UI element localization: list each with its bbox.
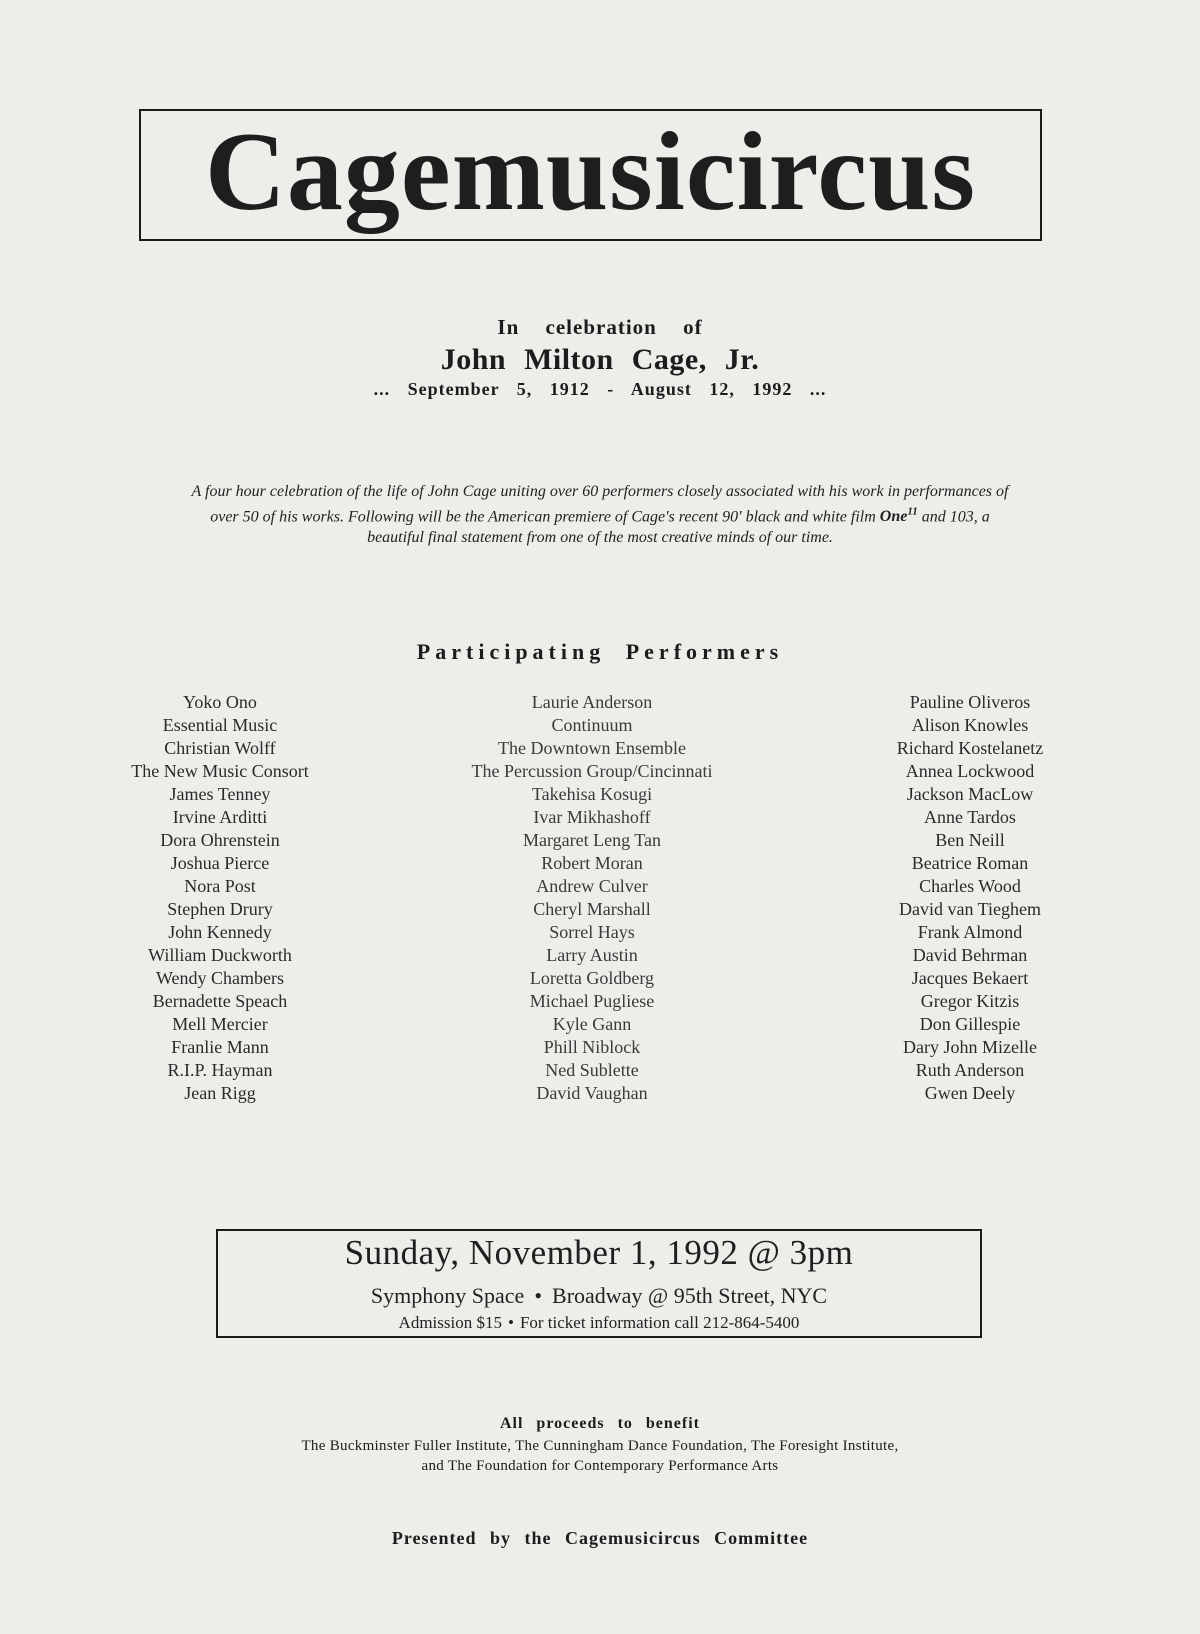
performer-name: R.I.P. Hayman bbox=[167, 1060, 273, 1080]
performer-name: Ruth Anderson bbox=[915, 1060, 1025, 1080]
admission-line bbox=[218, 1313, 980, 1333]
performer-name: The Downtown Ensemble bbox=[498, 738, 686, 758]
performer-name: Mell Mercier bbox=[172, 1014, 268, 1034]
performer-name: Irvine Arditti bbox=[172, 807, 268, 827]
performer-name: Takehisa Kosugi bbox=[531, 784, 653, 804]
performer-name: Stephen Drury bbox=[167, 899, 273, 919]
performer-name: Christian Wolff bbox=[164, 738, 276, 758]
performer-name: Loretta Goldberg bbox=[529, 968, 655, 988]
performer-name: Charles Wood bbox=[919, 876, 1021, 896]
performers-heading: Participating Performers bbox=[416, 639, 784, 664]
performer-name: Ben Neill bbox=[935, 830, 1005, 850]
performer-name: Gwen Deely bbox=[924, 1083, 1016, 1103]
event-date: Sunday, November 1, 1992 @ 3pm bbox=[344, 1233, 854, 1272]
film-title-superscript: 11 bbox=[907, 506, 918, 518]
event-venue-line bbox=[218, 1283, 980, 1309]
performer-name: Kyle Gann bbox=[552, 1014, 632, 1034]
beneficiaries-line-2: and The Foundation for Contemporary Performance Arts bbox=[421, 1458, 779, 1474]
performer-name: The New Music Consort bbox=[131, 761, 309, 781]
ticket-info: For ticket information call 212-864-5400 bbox=[519, 1313, 800, 1332]
performer-name: Gregor Kitzis bbox=[920, 991, 1020, 1011]
venue-name: Symphony Space bbox=[370, 1283, 525, 1308]
performer-name: Yoko Ono bbox=[183, 692, 257, 712]
performer-name: Margaret Leng Tan bbox=[522, 830, 662, 850]
performer-name: Andrew Culver bbox=[536, 876, 648, 896]
performer-name: Jacques Bekaert bbox=[911, 968, 1029, 988]
bullet-separator: • bbox=[534, 1283, 543, 1308]
description-text-after: and 103, a beautiful final statement from one of the most creative minds of our time. bbox=[367, 508, 990, 547]
performer-name: Larry Austin bbox=[546, 945, 638, 965]
performers-column-1 bbox=[60, 691, 380, 1105]
proceeds-heading: All proceeds to benefit bbox=[499, 1415, 700, 1432]
performer-name: William Duckworth bbox=[148, 945, 292, 965]
performer-name: Laurie Anderson bbox=[531, 692, 653, 712]
performer-name: Michael Pugliese bbox=[529, 991, 655, 1011]
poster-title: Cagemusicircus bbox=[205, 110, 976, 234]
performer-name: Sorrel Hays bbox=[549, 922, 635, 942]
beneficiaries-line-1: The Buckminster Fuller Institute, The Cunningham Dance Foundation, The Foresight Institute, bbox=[301, 1438, 899, 1454]
performer-name: Jean Rigg bbox=[184, 1083, 256, 1103]
performer-name: Phill Niblock bbox=[543, 1037, 641, 1057]
performers-column-2 bbox=[432, 691, 752, 1105]
performer-name: Dary John Mizelle bbox=[903, 1037, 1037, 1057]
performer-name: David Vaughan bbox=[536, 1083, 648, 1103]
performer-name: Franlie Mann bbox=[171, 1037, 269, 1057]
performer-name: Ivar Mikhashoff bbox=[533, 807, 651, 827]
performer-name: Bernadette Speach bbox=[152, 991, 288, 1011]
celebration-intro: In celebration of bbox=[497, 315, 703, 339]
performer-name: David van Tieghem bbox=[899, 899, 1041, 919]
performer-name: Nora Post bbox=[184, 876, 256, 896]
performer-name: Frank Almond bbox=[917, 922, 1023, 942]
film-title: One bbox=[879, 508, 908, 526]
honoree-name: John Milton Cage, Jr. bbox=[440, 343, 760, 376]
admission-price: Admission $15 bbox=[398, 1313, 502, 1332]
presented-by: Presented by the Cagemusicircus Committee bbox=[391, 1528, 809, 1548]
description-text-before: A four hour celebration of the life of John Cage uniting over 60 performers closely associated with his work in performances of over 50 of his works. Following will be the American premiere of Cage's recent 90' black and white film bbox=[191, 483, 1009, 526]
performer-name: David Behrman bbox=[912, 945, 1028, 965]
performer-name: Anne Tardos bbox=[924, 807, 1016, 827]
performer-name: Dora Ohrenstein bbox=[160, 830, 280, 850]
performer-name: John Kennedy bbox=[168, 922, 272, 942]
bullet-separator: • bbox=[507, 1313, 514, 1332]
event-details-box bbox=[216, 1229, 982, 1338]
performer-name: Jackson MacLow bbox=[906, 784, 1034, 804]
performers-column-3 bbox=[810, 691, 1130, 1105]
performer-name: Don Gillespie bbox=[919, 1014, 1021, 1034]
life-dates: ... September 5, 1912 - August 12, 1992 ... bbox=[373, 379, 827, 399]
performer-name: Ned Sublette bbox=[545, 1060, 639, 1080]
performer-name: Continuum bbox=[551, 715, 633, 735]
performer-name: Pauline Oliveros bbox=[909, 692, 1031, 712]
performer-name: Beatrice Roman bbox=[911, 853, 1029, 873]
performer-name: Alison Knowles bbox=[911, 715, 1029, 735]
performer-name: Joshua Pierce bbox=[170, 853, 270, 873]
performer-name: Richard Kostelanetz bbox=[896, 738, 1044, 758]
performer-name: James Tenney bbox=[169, 784, 271, 804]
performer-name: Annea Lockwood bbox=[905, 761, 1035, 781]
performer-name: Robert Moran bbox=[541, 853, 643, 873]
venue-address: Broadway @ 95th Street, NYC bbox=[552, 1283, 828, 1308]
performer-name: Wendy Chambers bbox=[155, 968, 285, 988]
title-box bbox=[139, 109, 1042, 241]
performer-name: Cheryl Marshall bbox=[533, 899, 651, 919]
event-description bbox=[185, 481, 1015, 548]
performer-name: The Percussion Group/Cincinnati bbox=[471, 761, 713, 781]
performer-name: Essential Music bbox=[162, 715, 278, 735]
